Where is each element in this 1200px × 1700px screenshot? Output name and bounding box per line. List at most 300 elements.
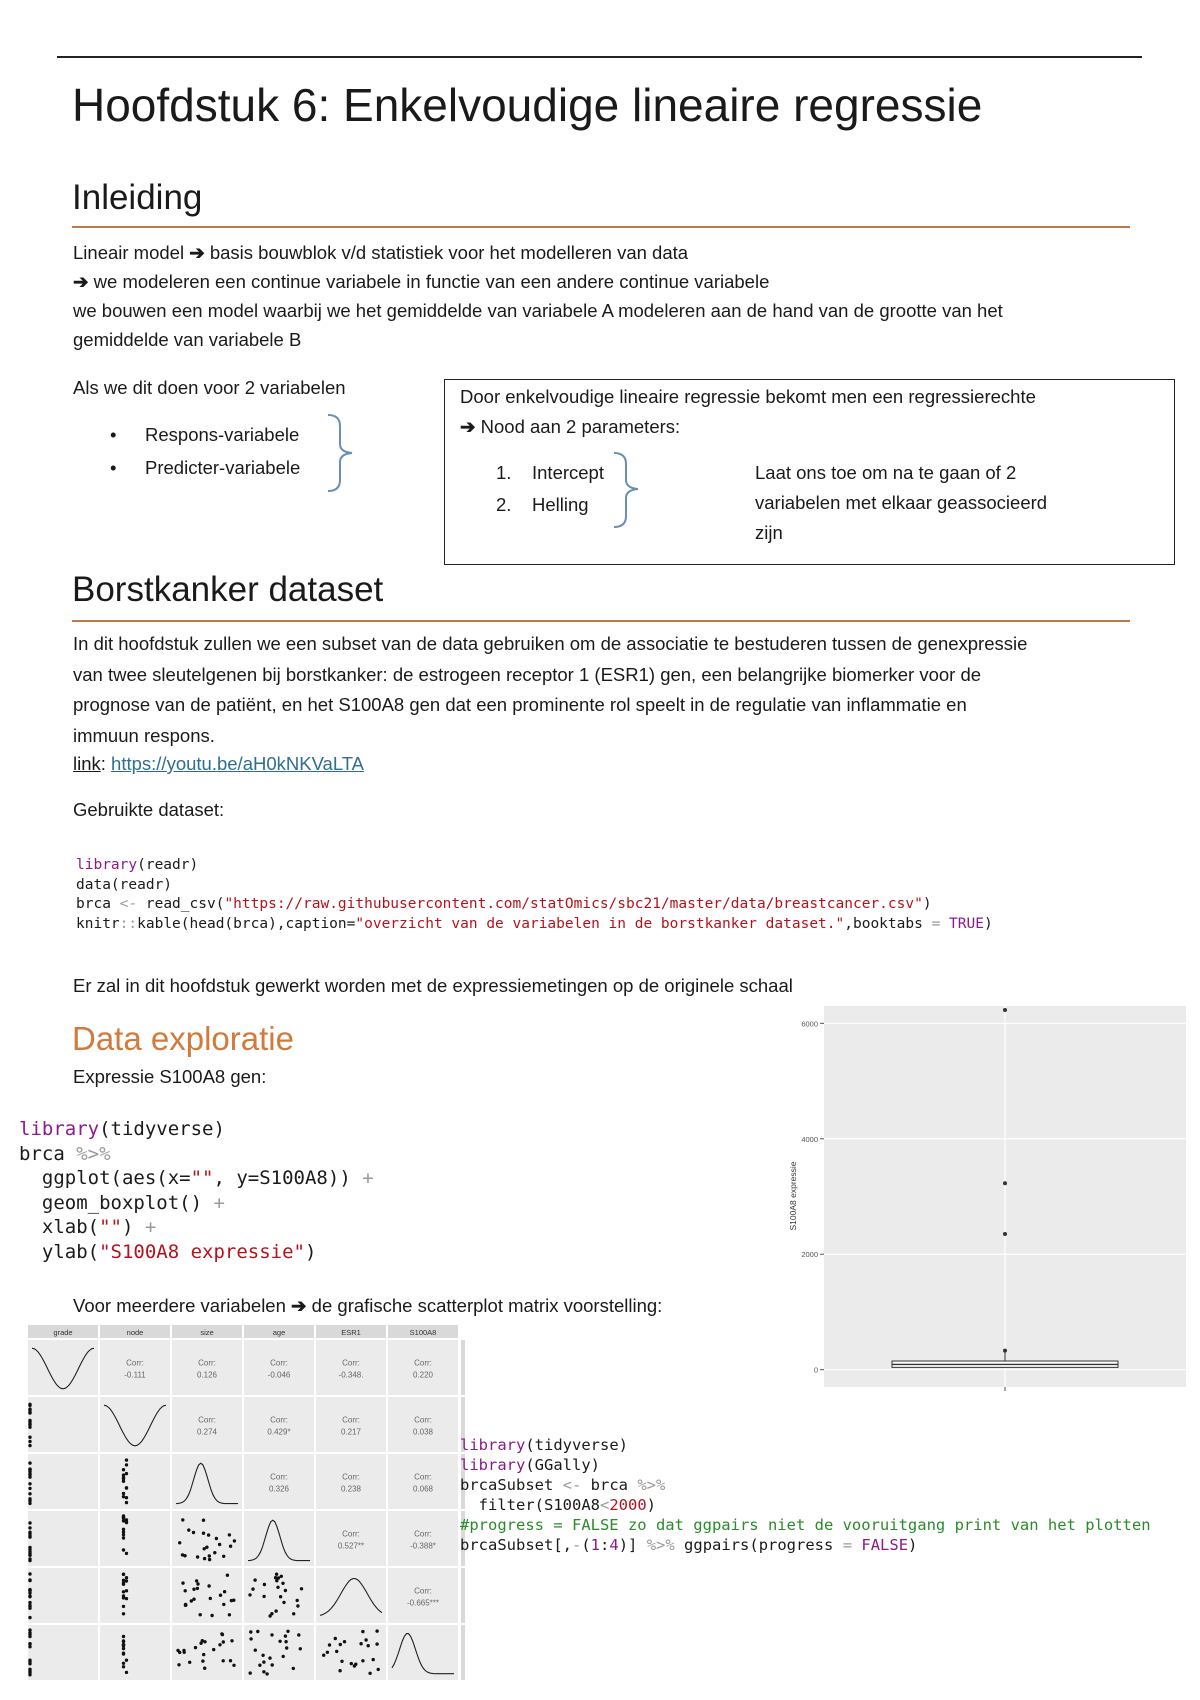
scatter-point xyxy=(230,1639,233,1642)
scatter-point xyxy=(359,1642,362,1645)
scatter-point xyxy=(28,1475,31,1478)
matrix-cell xyxy=(172,1340,242,1395)
scatter-point xyxy=(361,1630,364,1633)
scatter-point xyxy=(377,1668,380,1671)
scatter-point xyxy=(122,1665,125,1668)
scatter-point xyxy=(292,1667,295,1670)
matrix-cell xyxy=(172,1397,242,1452)
scatter-point xyxy=(184,1589,187,1592)
scatter-point xyxy=(199,1642,202,1645)
corr-label: Corr: xyxy=(198,1415,216,1425)
corr-value: -0.665*** xyxy=(406,1598,440,1608)
scatter-point xyxy=(263,1583,266,1586)
scatter-point xyxy=(122,1590,125,1593)
scatter-point xyxy=(277,1576,280,1579)
scatter-point xyxy=(229,1545,232,1548)
scatter-point xyxy=(28,1521,31,1524)
scatter-point xyxy=(122,1514,125,1517)
scatter-point xyxy=(28,1579,31,1582)
matrix-cell xyxy=(100,1340,170,1395)
scatter-point xyxy=(125,1463,128,1466)
scatter-point xyxy=(350,1662,353,1665)
scatter-point xyxy=(125,1472,128,1475)
strip-label: age xyxy=(272,1328,286,1337)
scatter-point xyxy=(122,1612,125,1615)
corr-label: Corr: xyxy=(414,1529,432,1539)
matrix-cell xyxy=(244,1568,314,1623)
scatter-point xyxy=(28,1559,31,1562)
scatter-point xyxy=(28,1403,31,1406)
scatter-point xyxy=(122,1536,125,1539)
scatter-point xyxy=(122,1635,125,1638)
scatter-point xyxy=(125,1501,128,1504)
scatter-point xyxy=(249,1637,252,1640)
page-title: Hoofdstuk 6: Enkelvoudige lineaire regressie xyxy=(72,79,983,131)
corr-value: 0.126 xyxy=(196,1370,218,1380)
scatter-point xyxy=(209,1597,212,1600)
scatter-point xyxy=(122,1477,125,1480)
scatter-point xyxy=(122,1528,125,1531)
used-dataset-label: Gebruikte dataset: xyxy=(73,799,225,820)
scatter-point xyxy=(286,1630,289,1633)
scatter-point xyxy=(28,1552,31,1555)
scatter-point xyxy=(210,1614,213,1617)
matrix-cell xyxy=(244,1454,314,1509)
matrix-cell xyxy=(388,1568,458,1623)
scatter-point xyxy=(282,1601,285,1604)
scatter-point xyxy=(125,1576,128,1579)
scatter-point xyxy=(281,1582,284,1585)
scatter-point xyxy=(251,1587,254,1590)
code-block-ggpairs: library(tidyverse) library(GGally) brcaSubset <- brca %>% filter(S100A8<2000) #progress = FALSE zo dat ggpairs niet de vooruitgang print van het plotten brcaSubset[,-(1:4)] %>% ggpairs(progress = FALSE) xyxy=(460,1436,1151,1554)
code-block-boxplot: library(tidyverse) brca %>% ggplot(aes(x="", y=S100A8)) + geom_boxplot() + xlab("") + ylab("S100A8 expressie") xyxy=(19,1118,374,1263)
strip-right xyxy=(461,1340,465,1395)
y-axis-label: S100A8 expressie xyxy=(788,1161,798,1231)
scatter-point xyxy=(292,1612,295,1615)
corr-value: -0.388* xyxy=(410,1541,436,1551)
scatter-point xyxy=(322,1654,325,1657)
scatter-point xyxy=(249,1630,252,1633)
scatter-point xyxy=(125,1486,128,1489)
scatter-point xyxy=(282,1655,285,1658)
scatter-point xyxy=(268,1656,271,1659)
scatter-point xyxy=(122,1519,125,1522)
matrix-cell xyxy=(172,1568,242,1623)
scatter-point xyxy=(125,1518,128,1521)
arrow-icon: ➔ xyxy=(73,271,89,292)
corr-label: Corr: xyxy=(126,1358,144,1368)
scatter-point xyxy=(203,1667,206,1670)
scatter-point xyxy=(28,1467,31,1470)
scatter-point xyxy=(265,1672,268,1675)
corr-label: Corr: xyxy=(198,1358,216,1368)
scatter-point xyxy=(195,1579,198,1582)
scatter-point xyxy=(256,1630,259,1633)
arrow-icon: ➔ xyxy=(291,1295,307,1316)
scatter-point xyxy=(297,1633,300,1636)
corr-value: 0.038 xyxy=(412,1427,434,1437)
scatter-point xyxy=(262,1660,265,1663)
matrix-cell xyxy=(244,1625,314,1680)
section-rule xyxy=(72,226,1130,228)
scatter-point xyxy=(218,1643,221,1646)
corr-label: Corr: xyxy=(270,1358,288,1368)
scatter-point xyxy=(122,1468,125,1471)
corr-value: -0.046 xyxy=(267,1370,291,1380)
scatter-point xyxy=(28,1436,31,1439)
scatter-point xyxy=(187,1528,190,1531)
corr-label: Corr: xyxy=(414,1358,432,1368)
scatter-point xyxy=(203,1557,206,1560)
scatter-point xyxy=(285,1646,288,1649)
code-block-readr: library(readr) data(readr) brca <- read_csv("https://raw.githubusercontent.com/statOmics/sbc21/master/data/breastcancer.csv") knitr::kable(head(brca),caption="overzicht van de variabelen in de borstkanker dataset.",booktabs = TRUE) xyxy=(76,857,993,932)
scatter-point xyxy=(28,1631,31,1634)
scatter-point xyxy=(343,1640,346,1643)
section-heading-exploration: Data exploratie xyxy=(72,1020,294,1057)
scatter-point xyxy=(28,1589,31,1592)
scatter-point xyxy=(253,1578,256,1581)
matrix-cell xyxy=(388,1397,458,1452)
scatter-point xyxy=(222,1555,225,1558)
top-rule xyxy=(57,56,1142,58)
scatter-point xyxy=(338,1669,341,1672)
scatter-point xyxy=(184,1603,187,1606)
scatter-point xyxy=(372,1658,375,1661)
scatter-point xyxy=(28,1482,31,1485)
scatter-point xyxy=(28,1526,31,1529)
matrix-cell xyxy=(172,1625,242,1680)
matrix-cell xyxy=(28,1397,98,1452)
scatter-point xyxy=(271,1663,274,1666)
scatter-point xyxy=(28,1572,31,1575)
matrix-cell xyxy=(100,1454,170,1509)
matrix-cell xyxy=(28,1454,98,1509)
corr-value: -0.111 xyxy=(124,1370,146,1380)
matrix-cell xyxy=(316,1397,386,1452)
scatter-point xyxy=(28,1601,31,1604)
matrix-cell xyxy=(316,1340,386,1395)
scatter-point xyxy=(199,1613,202,1616)
brace-icon xyxy=(612,450,652,530)
scatter-point xyxy=(202,1532,205,1535)
scatter-point xyxy=(276,1586,279,1589)
scatter-point xyxy=(249,1671,252,1674)
matrix-cell xyxy=(316,1454,386,1509)
strip-right xyxy=(461,1625,465,1680)
scatter-point xyxy=(194,1646,197,1649)
scatter-point xyxy=(28,1497,31,1500)
strip-right xyxy=(461,1568,465,1623)
scatter-point xyxy=(28,1645,31,1648)
list-item: • Respons-variabele xyxy=(110,418,300,451)
scatter-point xyxy=(125,1496,128,1499)
scatter-point xyxy=(232,1599,235,1602)
outlier-point xyxy=(1003,1349,1007,1353)
corr-value: 0.429* xyxy=(267,1427,291,1437)
scatter-point xyxy=(334,1637,337,1640)
matrix-cell xyxy=(100,1397,170,1452)
scatter-point xyxy=(192,1598,195,1601)
corr-label: Corr: xyxy=(342,1472,360,1482)
corr-label: Corr: xyxy=(414,1586,432,1596)
scatter-point xyxy=(196,1555,199,1558)
scatter-point xyxy=(196,1587,199,1590)
scatter-point xyxy=(262,1670,265,1673)
scatter-point xyxy=(248,1593,251,1596)
scatter-point xyxy=(361,1659,364,1662)
strip-label: S100A8 xyxy=(409,1328,437,1337)
scatter-point xyxy=(122,1581,125,1584)
scatter-point xyxy=(279,1595,282,1598)
scatter-point xyxy=(258,1664,261,1667)
strip-label: size xyxy=(200,1328,214,1337)
scatter-point xyxy=(122,1605,125,1608)
corr-value: -0.348. xyxy=(338,1370,364,1380)
scatter-point xyxy=(183,1554,186,1557)
matrix-cell xyxy=(28,1625,98,1680)
scatter-point xyxy=(268,1614,271,1617)
matrix-cell xyxy=(244,1511,314,1566)
scatter-point xyxy=(274,1576,277,1579)
corr-value: 0.326 xyxy=(268,1484,290,1494)
scatter-point xyxy=(340,1660,343,1663)
scatter-point xyxy=(228,1533,231,1536)
outlier-point xyxy=(1003,1232,1007,1236)
corr-value: 0.068 xyxy=(412,1484,434,1494)
scatter-point xyxy=(296,1604,299,1607)
intro-line-3: we bouwen een model waarbij we het gemiddelde van variabele A modeleren aan de hand van de grootte van het xyxy=(73,300,1003,321)
matrix-cell xyxy=(244,1340,314,1395)
matrix-cell xyxy=(28,1340,98,1395)
scatter-point xyxy=(202,1653,205,1656)
scatter-point xyxy=(201,1659,204,1662)
scatter-point xyxy=(375,1629,378,1632)
matrix-cell xyxy=(388,1340,458,1395)
section-heading-dataset: Borstkanker dataset xyxy=(72,570,384,609)
corr-value: 0.238 xyxy=(340,1484,362,1494)
scatter-point xyxy=(222,1659,225,1662)
scatter-point xyxy=(28,1671,31,1674)
scatter-point xyxy=(207,1584,210,1587)
scatter-point xyxy=(218,1543,221,1546)
list-item: • Predicter-variabele xyxy=(110,451,300,484)
scatter-point xyxy=(125,1579,128,1582)
two-variables-label: Als we dit doen voor 2 variabelen xyxy=(73,377,346,398)
scatter-point xyxy=(122,1533,125,1536)
arrow-icon: ➔ xyxy=(189,242,205,263)
intro-line-2: ➔ we modeleren een continue variabele in functie van een andere continue variabele xyxy=(73,271,770,292)
scatter-point xyxy=(207,1533,210,1536)
scatter-point xyxy=(284,1589,287,1592)
scatter-point xyxy=(122,1647,125,1650)
scatter-point xyxy=(233,1539,236,1542)
matrix-cell xyxy=(28,1568,98,1623)
scatter-point xyxy=(182,1649,185,1652)
scatter-point xyxy=(226,1574,229,1577)
matrix-cell xyxy=(388,1454,458,1509)
corr-label: Corr: xyxy=(270,1415,288,1425)
intro-line-1: Lineair model ➔ basis bouwblok v/d statistiek voor het modelleren van data xyxy=(73,242,689,263)
corr-label: Corr: xyxy=(342,1529,360,1539)
scatter-point xyxy=(222,1640,225,1643)
scatter-point xyxy=(125,1552,128,1555)
scatter-matrix-intro: Voor meerdere variabelen ➔ de grafische scatterplot matrix voorstelling: xyxy=(73,1295,663,1316)
scatter-point xyxy=(122,1573,125,1576)
dataset-paragraph: In dit hoofdstuk zullen we een subset van de data gebruiken om de associatie te bestuderen tussen de genexpressie van twee sleutelgenen bij borstkanker: de estrogeen receptor 1 (ESR1) gen, een belangrijke biomerker voor de prognose van de patiënt, en het S100A8 gen dat een prominente rol speelt in de regulatie van inflammatie en immuun respons. xyxy=(73,633,1028,746)
scatter-point xyxy=(223,1590,226,1593)
scatter-point xyxy=(229,1659,232,1662)
scatter-point xyxy=(196,1582,199,1585)
scatter-point xyxy=(125,1659,128,1662)
scatter-point xyxy=(28,1546,31,1549)
scatter-point xyxy=(122,1548,125,1551)
scatter-point xyxy=(232,1664,235,1667)
scatter-point xyxy=(299,1647,302,1650)
list-item: 1. Intercept xyxy=(496,462,604,483)
matrix-cell xyxy=(316,1511,386,1566)
matrix-cell xyxy=(172,1454,242,1509)
scatter-point xyxy=(212,1648,215,1651)
scatter-point xyxy=(28,1535,31,1538)
scatter-point xyxy=(275,1573,278,1576)
scatter-point xyxy=(192,1531,195,1534)
arrow-icon: ➔ xyxy=(460,416,476,437)
list-item: 2. Helling xyxy=(496,494,589,515)
matrix-cell xyxy=(244,1397,314,1452)
scatter-point xyxy=(28,1616,31,1619)
scatter-point xyxy=(28,1492,31,1495)
scatter-point xyxy=(122,1662,125,1665)
scatter-point xyxy=(192,1588,195,1591)
scatter-point xyxy=(368,1672,371,1675)
scatter-point xyxy=(284,1640,287,1643)
y-tick-label: 0 xyxy=(813,1365,818,1375)
section-rule xyxy=(72,620,1130,622)
scatter-point xyxy=(188,1661,191,1664)
scatter-point xyxy=(28,1440,31,1443)
scatter-point xyxy=(28,1444,31,1447)
variable-list xyxy=(110,418,300,484)
scatter-point xyxy=(205,1546,208,1549)
scatter-point xyxy=(215,1537,218,1540)
video-link[interactable]: https://youtu.be/aH0kNKVaLTA xyxy=(111,753,365,774)
scatter-point xyxy=(28,1409,31,1412)
scatter-point xyxy=(28,1487,31,1490)
scatter-point xyxy=(178,1651,181,1654)
scatter-point xyxy=(213,1551,216,1554)
scatter-point xyxy=(284,1634,287,1637)
y-tick-label: 6000 xyxy=(801,1019,818,1029)
scatter-point xyxy=(122,1652,125,1655)
scatter-matrix xyxy=(3,1324,465,1696)
scatter-point xyxy=(181,1581,184,1584)
matrix-cell xyxy=(28,1511,98,1566)
scatter-point xyxy=(278,1640,281,1643)
section-heading-inleiding: Inleiding xyxy=(72,178,203,217)
y-tick-label: 4000 xyxy=(801,1134,818,1144)
corr-label: Corr: xyxy=(414,1415,432,1425)
scatter-point xyxy=(28,1461,31,1464)
y-tick-label: 2000 xyxy=(801,1250,818,1260)
outlier-point xyxy=(1003,1008,1007,1012)
scatter-point xyxy=(274,1609,277,1612)
scatter-point xyxy=(28,1660,31,1663)
intro-line-4: gemiddelde van variabele B xyxy=(73,329,302,350)
matrix-cell xyxy=(100,1511,170,1566)
scatter-point xyxy=(367,1644,370,1647)
scatter-point xyxy=(208,1554,211,1557)
scatter-point xyxy=(125,1458,128,1461)
scatter-point xyxy=(364,1638,367,1641)
scatter-point xyxy=(335,1650,338,1653)
corr-value: 0.527** xyxy=(337,1541,365,1551)
corr-label: Corr: xyxy=(270,1472,288,1482)
scatter-point xyxy=(177,1663,180,1666)
scatter-point xyxy=(270,1633,273,1636)
corr-value: 0.274 xyxy=(196,1427,218,1437)
scatter-point xyxy=(261,1654,264,1657)
scatter-point xyxy=(375,1642,378,1645)
strip-label: ESR1 xyxy=(341,1328,361,1337)
scatter-point xyxy=(178,1541,181,1544)
scatter-point xyxy=(222,1603,225,1606)
scatter-point xyxy=(262,1595,265,1598)
intro-paragraph xyxy=(73,238,1153,354)
scatter-point xyxy=(339,1643,342,1646)
scatter-point xyxy=(122,1492,125,1495)
video-link-line: link: https://youtu.be/aH0kNKVaLTA xyxy=(73,753,365,774)
scatter-point xyxy=(296,1599,299,1602)
scatter-point xyxy=(28,1594,31,1597)
box-line-1: Door enkelvoudige lineaire regressie bekomt men een regressierechte xyxy=(460,386,1036,407)
exploration-subheading: Expressie S100A8 gen: xyxy=(73,1066,267,1087)
matrix-cell xyxy=(388,1511,458,1566)
scatter-point xyxy=(228,1613,231,1616)
scatter-point xyxy=(328,1643,331,1646)
scatter-point xyxy=(28,1531,31,1534)
scatter-point xyxy=(353,1664,356,1667)
brace-icon xyxy=(326,412,366,494)
scatter-point xyxy=(219,1594,222,1597)
corr-label: Corr: xyxy=(342,1415,360,1425)
scatter-point xyxy=(125,1671,128,1674)
scatter-point xyxy=(208,1558,211,1561)
box-line-2: ➔ Nood aan 2 parameters: xyxy=(460,416,681,437)
scatter-point xyxy=(125,1589,128,1592)
box-note: Laat ons toe om na te gaan of 2 variabelen met elkaar geassocieerd zijn xyxy=(755,462,1048,543)
corr-value: 0.217 xyxy=(340,1427,362,1437)
scatter-point xyxy=(254,1649,257,1652)
matrix-cell xyxy=(316,1568,386,1623)
scatter-point xyxy=(28,1635,31,1638)
scatter-point xyxy=(122,1495,125,1498)
scatter-point xyxy=(122,1640,125,1643)
scatter-point xyxy=(202,1519,205,1522)
corr-label: Corr: xyxy=(342,1358,360,1368)
matrix-cell xyxy=(100,1625,170,1680)
scale-note: Er zal in dit hoofdstuk gewerkt worden met de expressiemetingen op de originele schaal xyxy=(73,975,793,996)
strip-label: grade xyxy=(53,1328,73,1337)
scatter-point xyxy=(221,1633,224,1636)
parameter-list xyxy=(496,457,604,521)
outlier-point xyxy=(1003,1181,1007,1185)
corr-label: Corr: xyxy=(414,1472,432,1482)
scatter-point xyxy=(326,1651,329,1654)
scatter-point xyxy=(122,1473,125,1476)
scatter-point xyxy=(181,1518,184,1521)
scatter-point xyxy=(300,1587,303,1590)
strip-label: node xyxy=(126,1328,144,1337)
